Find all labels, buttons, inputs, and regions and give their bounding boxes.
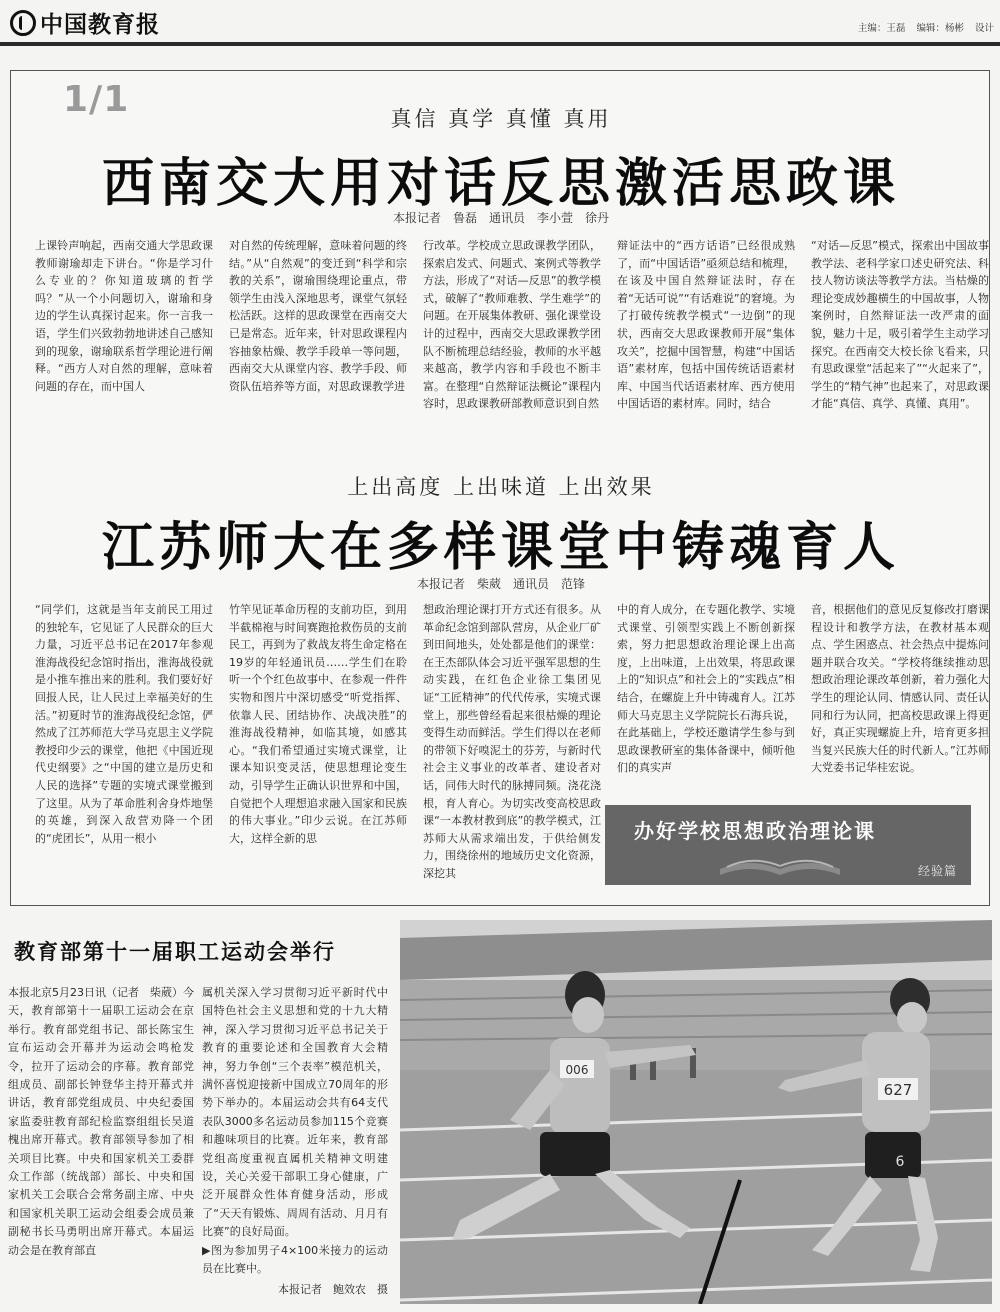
story1-headline: 西南交大用对话反思激活思政课: [101, 154, 900, 214]
page-number: 1/1: [63, 79, 130, 120]
story3-body: [8, 984, 388, 1304]
bib-left: 006: [565, 1063, 589, 1077]
story1-body: [35, 237, 989, 485]
story1-column: 行改革。学校成立思政课教学团队，探索启发式、问题式、案例式等教学方法，形成了“对话—反思”的教学模式，破解了“教师难教、学生难学”的问题。在开展集体教研、强化课堂设计的过程中，西南交大思政课教学团队不断梳理总结经验，教师的水平越来越高，教学内容和手段也不断丰富。在整理“自然辩证法概论”课程内容时，思政课教研部教师意识到自然: [423, 239, 601, 411]
story1-column: 上课铃声响起，西南交通大学思政课教师谢瑜却走下讲台。“你是学习什么专业的？你知道玻璃的哲学吗？”从一个小问题切入，谢瑜和身边的学生认真探讨起来。你一言我一语，学生们兴致勃勃地讲述自己感知到的现象，谢瑜联系哲学理论进行阐释。“西方人对自然的理解，意味着问题的存在，而中国人: [35, 239, 213, 393]
story1-column: 对自然的传统理解，意味着问题的终结。”从“自然观”的变迁到“科学和宗教的关系”，谢瑜围绕理论重点，带领学生由浅入深地思考，课堂气氛轻松活跃。这样的思政课堂在西南交大已是常态。近年来，针对思政课程内容抽象枯燥、教学手段单一等问题，西南交大从课堂内容、教学手段、师资队伍培养等方面，对思政课教学进: [229, 239, 407, 393]
story3-column: 本报北京5月23日讯（记者 柴葳）今天，教育部第十一届职工运动会在京举行。教育部党组书记、部长陈宝生宣布运动会开幕并为运动会鸣枪发令，拉开了运动会的序幕。教育部党组成员、副部长钟登华主持开幕式并讲话，教育部党组成员、中央纪委国家监委驻教育部纪检监察组组长吴道槐出席开幕式。教育部领导参加了相关项目比赛。中央和国家机关工委群众工作部（统战部）部长、中央和国家机关工会联合会常务副主席、中央和国家机关职工运动会组委会成员兼副秘书长马勇明出席开幕式。本届运动会是在教育部直: [8, 986, 194, 1257]
story3-column: 属机关深入学习贯彻习近平新时代中国特色社会主义思想和党的十九大精神，深入学习贯彻习近平总书记关于教育的重要论述和全国教育大会精神，努力争创“三个表率”模范机关，满怀喜悦迎接新中国成立70周年的形势下举办的。本届运动会共有64支代表队3000多名运动员参加115个竞赛和趣味项目的比赛。近年来，教育部党组高度重视直属机关精神文明建设，关心关爱干部职工身心健康，广泛开展群众性体育健身活动，形成了“天天有锻炼、周周有活动、月月有比赛”的良好局面。: [202, 986, 388, 1239]
photo-caption: ▶图为参加男子4×100米接力的运动员在比赛中。: [202, 1244, 388, 1276]
newspaper-logo: [10, 6, 160, 39]
open-book-icon: [715, 839, 845, 879]
banner-tag: 经验篇: [917, 864, 957, 878]
photo-credit: 本报记者 鲍效农 摄: [278, 1282, 388, 1296]
story1-column: 辩证法中的“西方话语”已经很成熟了，而“中国话语”亟须总结和梳理，在该及中国自然辩证法时，存在着“无话可说”“有话难说”的窘境。为了打破传统教学模式“一边倒”的现状，西南交大思政课教师开展“集体攻关”，挖掘中国智慧，构建“中国话语”素材库，包括中国传统话语素材库、中国当代话语素材库、西方使用中国话语的素材库。同时，结合: [617, 239, 795, 411]
story2-column: 想政治理论课打开方式还有很多。从革命纪念馆到部队营房，从企业厂矿到田间地头，处处都是他们的课堂：在王杰部队体会习近平强军思想的生动实践，在红色企业徐工集团见证“工匠精神”的代代传承，实境式课堂上，那些曾经看起来很枯燥的理论变得生动而鲜活。学生们得以在老师的带领下好嗅泥土的芬芳，与新时代社会主义事业的改革者、建设者对话，同伟大时代的脉搏同频。浇花浇根，育人育心。为切实改变高校思政课“一本教材教到底”的教学模式，江苏师大从需求端出发，于供给侧发力，围绕徐州的地域历史文化资源，深挖其: [423, 603, 601, 880]
banner-title: 办好学校思想政治理论课: [634, 819, 876, 843]
story3-headline: 教育部第十一届职工运动会举行: [14, 939, 336, 964]
story1-byline: 本报记者 鲁磊 通讯员 李小萱 徐丹: [392, 211, 609, 225]
story2-column: 中的育人成分，在专题化教学、实境式课堂、引领型实践上不断创新探索，努力把思想政治理论课上出高度，上出味道，上出效果，将思政课上的“知识点”和社会上的“实践点”相结合，在螺旋上升中铸魂育人。江苏师大马克思主义学院院长石海兵说，在此基础上，学校还邀请学生参与到思政课教研室的集体备课中，倾听他们的真实声: [617, 603, 795, 775]
feature-box: [10, 70, 990, 906]
paper-name: 中国教育报: [40, 11, 160, 38]
relay-race-photo: [400, 920, 992, 1304]
story2-column: 竹竿见证革命历程的支前功臣，到用半截棉袍与时间赛跑抢救伤员的支前民工，再到为了救战友将生命定格在19岁的年轻通讯员……学生们在聆听一个个红色故事中、在参观一件件实物和图片中深切感受“听党指挥、依靠人民、团结协作、决战决胜”的淮海战役精神，如临其境，如感其心。“我们希望通过实境式课堂，让课本知识变灵活，使思想理论变生动，引导学生正确认识世界和中国，自觉把个人理想追求融入国家和民族的伟大事业。”印少云说。在江苏师大，这样全新的思: [229, 603, 407, 845]
bib-shorts: 6: [895, 1154, 905, 1170]
story1-subhead: 真信 真学 真懂 真用: [390, 107, 612, 131]
column-banner: [605, 805, 971, 885]
story1-column: “对话—反思”模式，探索出中国故事教学法、老科学家口述史研究法、科技人物访谈法等教学方法。当枯燥的理论变成妙趣横生的中国故事，人物案例时，自然辩证法一改严肃的面貌，魅力十足，吸引着学生主动学习探究。在西南交大校长徐飞看来，只有思政课堂“活起来了”“火起来了”，学生的“精气神”也起来了，对思政课才能“真信、真学、真懂、真用”。: [811, 239, 989, 411]
story2-column: 音，根据他们的意见反复修改打磨课程设计和教学方法，在教材基本观点、学生困惑点、社会热点中提炼问题并联合攻关。“学校将继续推动思想政治理论课改革创新，着力强化大学生的理论认同、情感认同、责任认同和行为认同，把高校思政课上得更好，真正实现螺旋上升，培育更多担当复兴民族大任的时代新人。”江苏师大党委书记华桂宏说。: [811, 603, 989, 775]
masthead: [0, 0, 1000, 46]
bib-right: 627: [883, 1081, 913, 1099]
story2-column: “同学们，这就是当年支前民工用过的独轮车，它见证了人民群众的巨大力量，习近平总书记在2017年参观淮海战役纪念馆时指出，淮海战役就是小推车推出来的胜利。我们要好好回报人民，让人民过上幸福美好的生活。”初夏时节的淮海战役纪念馆，俨然成了江苏师范大学马克思主义学院教授印少云的课堂，他把《中国近现代史纲要》之“中国的建立是历史和人民的选择”专题的实境式课堂搬到了这里。从为了革命胜利舍身炸地堡的英雄，到深入敌营劝降一个团的“虎团长”，从用一根小: [35, 603, 213, 845]
story2-byline: 本报记者 柴葳 通讯员 范锋: [416, 577, 585, 591]
logo-emblem-icon: [10, 10, 36, 36]
story2-subhead: 上出高度 上出味道 上出效果: [347, 475, 655, 499]
editor-credits: [850, 20, 994, 34]
stadium-scene: [400, 920, 992, 1304]
story2-headline: 江苏师大在多样课堂中铸魂育人: [101, 518, 900, 578]
editor-in-charge: 主编：王磊: [857, 23, 906, 34]
layout-credit: 设计: [974, 23, 994, 34]
editor: 编辑：杨彬: [916, 23, 964, 34]
story3-column-wrap: [202, 984, 388, 1304]
